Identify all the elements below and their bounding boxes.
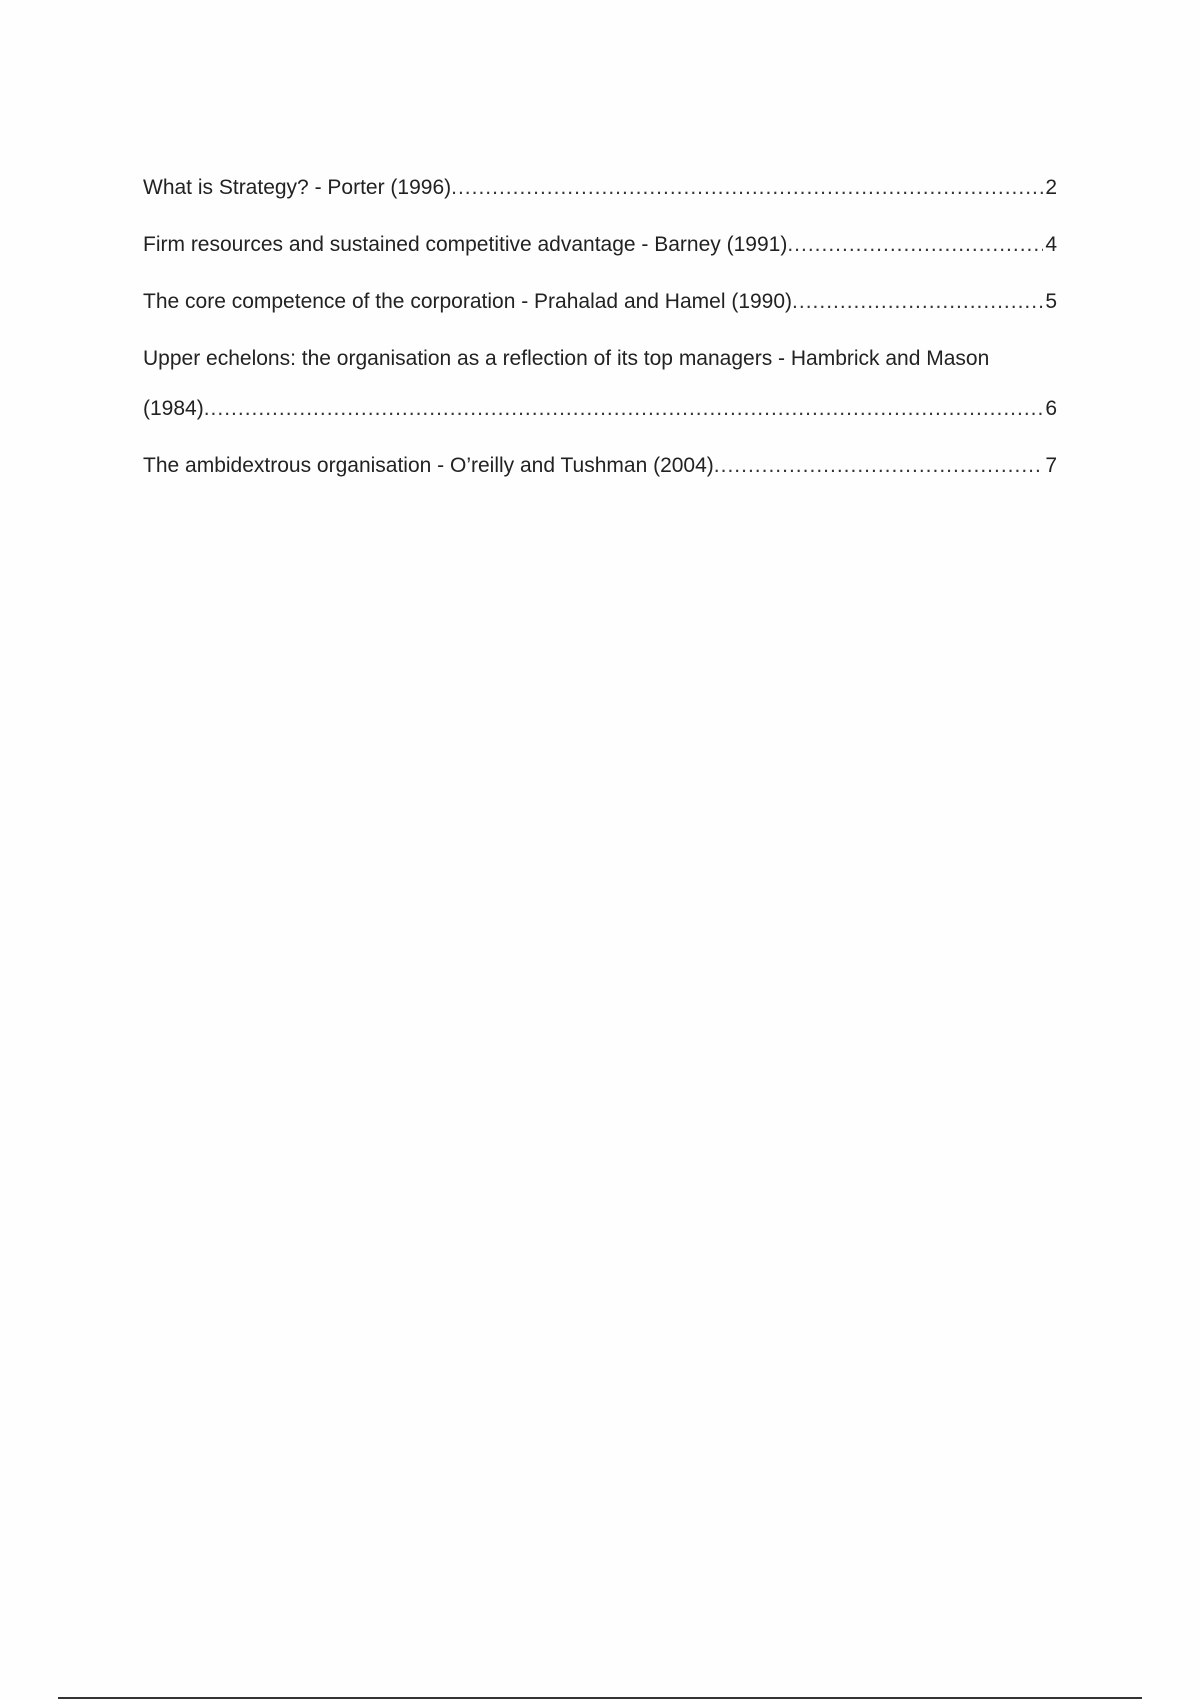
toc-entry-title: Firm resources and sustained competitive advantage - Barney (1991) [143, 233, 788, 256]
toc-entry-title: What is Strategy? - Porter (1996) [143, 176, 452, 199]
toc-dot-leader [204, 395, 1044, 423]
toc-entry-title-line1: Upper echelons: the organisation as a reflection of its top managers - Hambrick and Mason [143, 347, 990, 370]
table-of-contents [143, 174, 1057, 509]
toc-entry-page: 4 [1045, 233, 1057, 256]
toc-dot-leader [451, 174, 1043, 202]
toc-entry-second-line [143, 395, 1057, 423]
toc-entry-page: 5 [1045, 290, 1057, 313]
toc-entry-page: 6 [1045, 397, 1057, 420]
toc-dot-leader [714, 452, 1044, 480]
toc-entry-page: 2 [1045, 176, 1057, 199]
toc-entry[interactable] [143, 345, 1057, 423]
toc-entry[interactable] [143, 231, 1057, 259]
toc-entry[interactable] [143, 452, 1057, 480]
toc-entry-page: 7 [1045, 454, 1057, 477]
toc-entry[interactable] [143, 288, 1057, 316]
toc-entry[interactable] [143, 174, 1057, 202]
toc-entry-title-line2: (1984) [143, 397, 204, 420]
footer-divider [58, 1697, 1142, 1699]
toc-entry-title: The core competence of the corporation - Prahalad and Hamel (1990) [143, 290, 793, 313]
toc-dot-leader [787, 231, 1043, 259]
toc-dot-leader [792, 288, 1043, 316]
toc-entry-title: The ambidextrous organisation - O’reilly and Tushman (2004) [143, 454, 714, 477]
